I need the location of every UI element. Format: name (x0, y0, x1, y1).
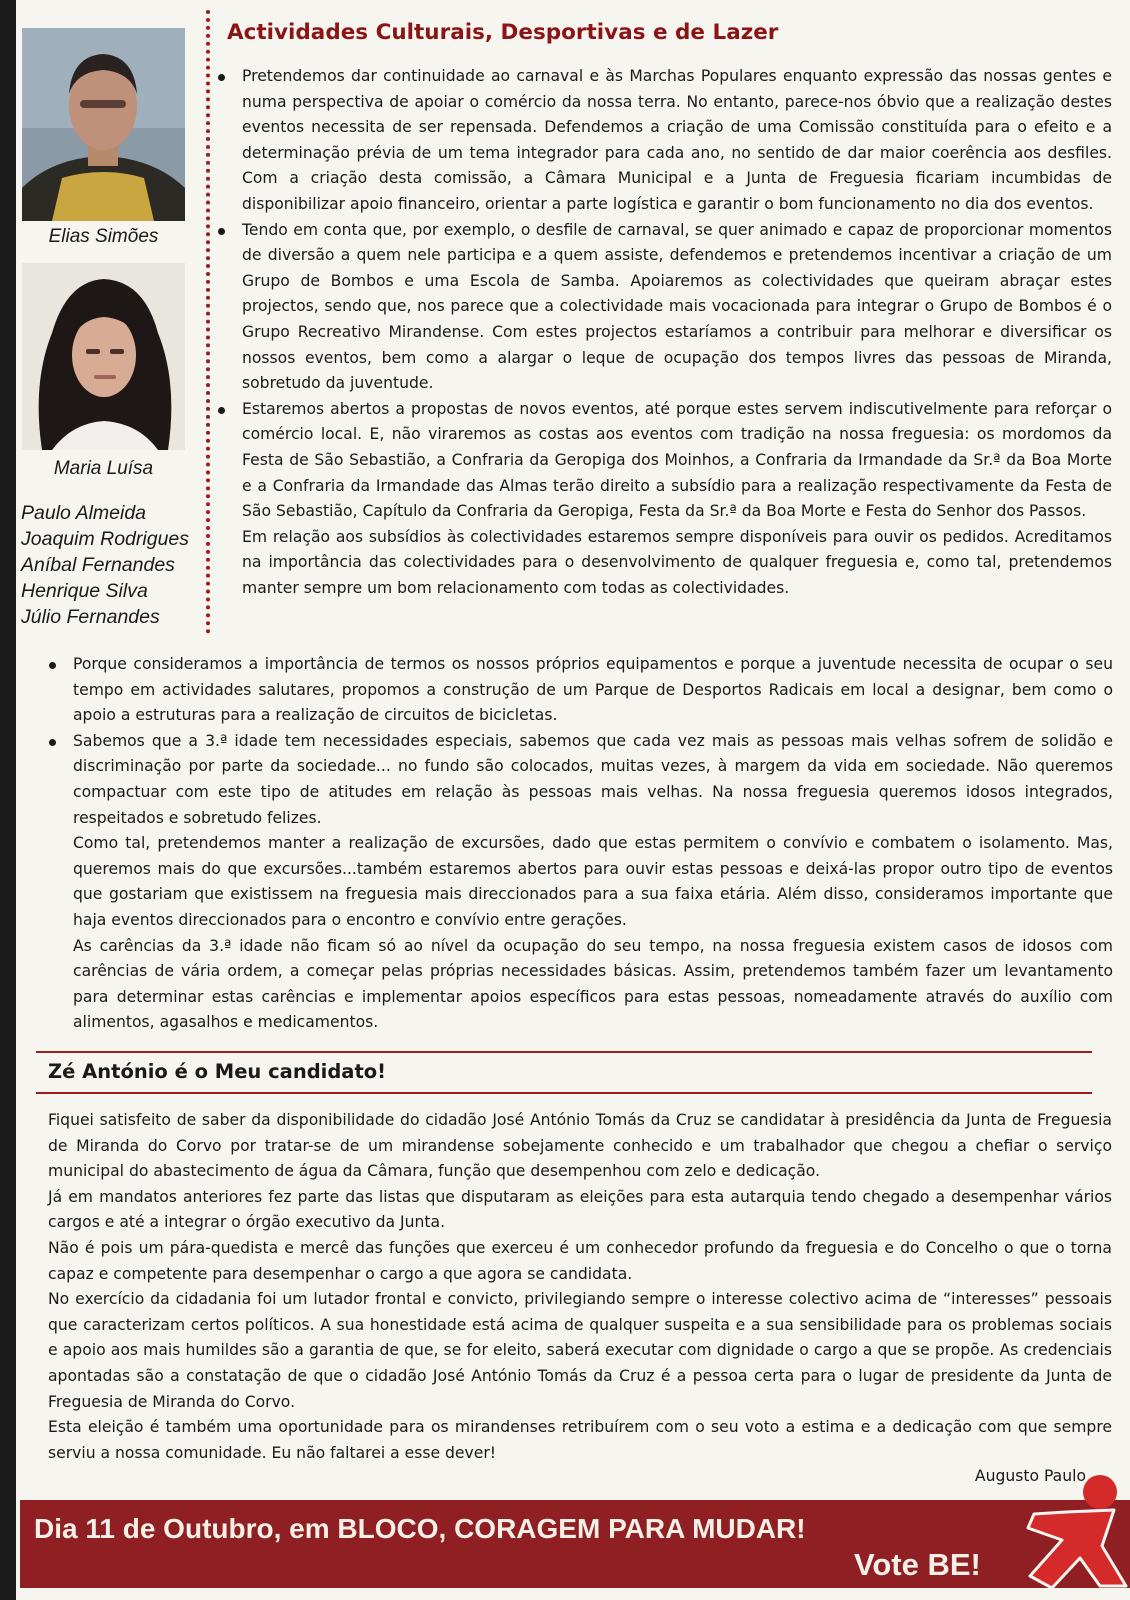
endorsement-paragraph: Esta eleição é também uma oportunidade para os mirandenses retribuírem com o seu voto a estima e a dedicação com que sempre serviu a nossa comunidade. Eu não faltarei a esse dever! (48, 1418, 1112, 1462)
signature: Augusto Paulo (974, 1467, 1086, 1485)
candidate-name-elias: Elias Simões (48, 226, 159, 247)
proposal-item (73, 652, 1113, 729)
endorsement-paragraph: Já em mandatos anteriores fez parte das listas que disputaram as eleições para esta autarquia tendo chegado a desempenhar vários cargos e até a integrar o órgão executivo da Junta. (48, 1187, 1112, 1232)
candidate-name: Joaquim Rodrigues (21, 528, 190, 550)
proposal-paragraph: Estaremos abertos a propostas de novos eventos, até porque estes servem indiscutivelmente para reforçar o comércio local. E, não viraremos as costas aos eventos com tradição na nossa freguesia: os mordomos da Festa de São Sebastião, a Confraria da Geropiga dos Moinhos, a Confraria da Irmandade da Sr.ª da Boa Morte e a Confraria da Irmandade das Almas terão direito a subsídio para a realização respectivamente da Festa de São Sebastião, Capítulo da Confraria da Geropiga, Festa da Sr.ª da Boa Morte e Festa do Senhor dos Passos. (242, 399, 1112, 521)
section-rule (36, 1051, 1092, 1053)
proposal-item (242, 218, 1112, 397)
endorsement-title: Zé António é o Meu candidato! (48, 1060, 387, 1083)
endorsement-paragraph: No exercício da cidadania foi um lutador frontal e convicto, privilegiando sempre o interesse colectivo acima de “interesses” pessoais que caracterizam certos políticos. A sua honestidade está acima de qualquer suspeita e a sua sensibilidade para os problemas sociais e apoio aos mais humildes são a garantia de que, se for eleito, saberá executar com dignidade o cargo a que se propõe. As credenciais apontadas são a constatação de que o cidadão José António Tomás da Cruz é a pessoa certa para o lugar de presidente da Junta de Freguesia de Miranda do Corvo. (48, 1290, 1112, 1411)
section-rule (36, 1092, 1092, 1094)
candidate-name-maria: Maria Luísa (53, 458, 154, 479)
proposal-item (242, 397, 1112, 602)
candidate-photo-maria (22, 263, 185, 450)
section-title: Actividades Culturais, Desportivas e de Lazer (227, 20, 779, 45)
proposal-paragraph: Tendo em conta que, por exemplo, o desfile de carnaval, se quer animado e capaz de proporcionar momentos de diversão a quem nele participa e a quem assiste, defendemos e pretendemos incentivar a criação de um Grupo de Bombos e uma Escola de Samba. Apoiaremos as colectividades que queiram abraçar estes projectos, sendo que, nos parece que a colectividade mais vocacionada para integrar o Grupo de Bombos é o Grupo Recreativo Mirandense. Com estes projectos estaríamos a contribuir para melhorar e diversificar os nossos eventos, bem como a alargar o leque de ocupação dos tempos livres das pessoas de Miranda, sobretudo da juventude. (242, 220, 1112, 393)
candidate-list (21, 500, 189, 630)
proposal-item (73, 729, 1113, 1036)
endorsement-body (48, 1108, 1112, 1466)
proposal-paragraph: As carências da 3.ª idade não ficam só ao nível da ocupação do seu tempo, na nossa freguesia existem casos de idosos com carências de vária ordem, a começar pelas próprias necessidades básicas. Assim, pretendemos também fazer um levantamento para determinar estas carências e implementar apoios específicos para estas pessoas, nomeadamente através do auxílio com alimentos, agasalhos e medicamentos. (73, 936, 1113, 1032)
proposal-paragraph: Porque consideramos a importância de termos os nossos próprios equipamentos e porque a juventude necessita de ocupar o seu tempo em actividades salutares, propomos a construção de um Parque de Desportos Radicais em local a designar, bem como o apoio a estruturas para a realização de circuitos de bicicletas. (73, 655, 1113, 725)
proposal-paragraph: Como tal, pretendemos manter a realização de excursões, dado que estas permitem o convívio e combatem o isolamento. Mas, queremos mais do que excursões...também estaremos abertos para ouvir estas pessoas e deixá-las propor outro tipo de eventos que gostariam que existissem na freguesia mais direccionados para a sua faixa etária. Além disso, consideramos importante que haja eventos direccionados para o encontro e convívio entre gerações. (73, 834, 1113, 929)
candidate-name: Paulo Almeida (21, 502, 147, 524)
candidate-photo-elias (22, 28, 185, 221)
dotted-divider (206, 10, 210, 634)
proposal-paragraph: Pretendemos dar continuidade ao carnaval e às Marchas Populares enquanto expressão das nossas gentes e numa perspectiva de apoiar o comércio da nossa terra. No entanto, parece-nos óbvio que a realização destes eventos necessita de ser repensada. Defendemos a criação de uma Comissão constituída para o efeito e a determinação prévia de um tema integrador para cada ano, no sentido de dar maior coerência aos desfiles. Com a criação desta comissão, a Câmara Municipal e a Junta de Freguesia ficariam incumbidas de disponibilizar apoio financeiro, orientar a parte logística e garantir o bom funcionamento no dia dos eventos. (242, 67, 1112, 213)
page-left-edge (0, 0, 16, 1600)
candidate-name: Júlio Fernandes (21, 606, 160, 628)
proposal-paragraph: Em relação aos subsídios às colectividades estaremos sempre disponíveis para ouvir os pedidos. Acreditamos na importância das colectividades para o desenvolvimento de qualquer freguesia e, como tal, pretendemos manter sempre um bom relacionamento com todas as colectividades. (242, 527, 1112, 597)
banner-slogan: Dia 11 de Outubro, em BLOCO, CORAGEM PARA MUDAR! (34, 1513, 806, 1544)
endorsement-paragraph: Fiquei satisfeito de saber da disponibilidade do cidadão José António Tomás da Cruz se candidatar à presidência da Junta de Freguesia de Miranda do Corvo por tratar-se de um mirandense sobejamente conhecido e um trabalhador que chegou a chefiar o serviço municipal do abastecimento de água da Câmara, função que desempenhou com zelo e dedicação. (48, 1111, 1112, 1181)
star-figure-logo-icon (1022, 1468, 1130, 1600)
banner-vote: Vote BE! (854, 1547, 981, 1582)
proposal-list-bottom (73, 652, 1113, 1036)
endorsement-paragraph: Não é pois um pára-quedista e mercê das funções que exerceu é um conhecedor profundo da freguesia e do Concelho o que o torna capaz e competente para desempenhar o cargo a que agora se candidata. (48, 1238, 1112, 1283)
candidate-name: Henrique Silva (21, 580, 148, 602)
candidate-name: Aníbal Fernandes (21, 554, 175, 576)
proposal-item (242, 64, 1112, 218)
proposal-paragraph: Sabemos que a 3.ª idade tem necessidades especiais, sabemos que cada vez mais as pessoas mais velhas sofrem de solidão e discriminação por parte da sociedade... no fundo são colocados, muitas vezes, à margem da vida em sociedade. Não queremos compactuar com este tipo de atitudes em relação às pessoas mais velhas. Na nossa freguesia queremos idosos integrados, respeitados e sobretudo felizes. (73, 731, 1113, 827)
proposal-list-top (242, 64, 1112, 601)
